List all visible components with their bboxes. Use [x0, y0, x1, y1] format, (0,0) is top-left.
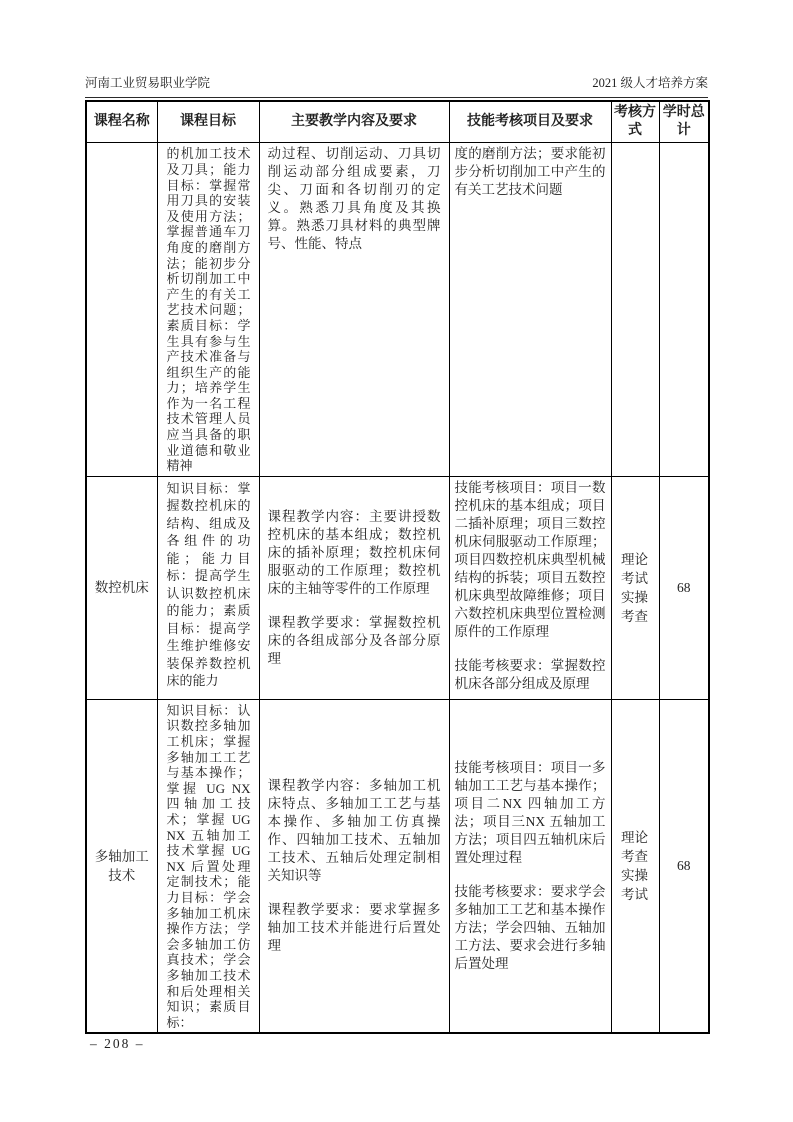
- cell-course-goal: 的机加工技术及刀具；能力目标：掌握常用刀具的安装及使用方法；掌握普通车刀角度的磨削方法；能初步分析切削加工中产生的有关工艺技术问题；素质目标：学生具有参与生产技术准备与组织生产的能力；培养学生作为一名工程技术管理人员应当具备的职业道德和敬业精神: [157, 143, 259, 476]
- teaching-requirement-text: 课程教学要求：掌握数控机床的各组成部分及各部分原理: [267, 614, 441, 666]
- cell-skill-assessment: 度的磨削方法；要求能初步分析切削加工中产生的有关工艺技术问题: [449, 143, 611, 476]
- header-teaching-content: 主要教学内容及要求: [259, 101, 449, 143]
- header-course-name: 课程名称: [86, 101, 157, 143]
- cell-course-goal: 知识目标：掌握数控机床的结构、组成及各组件的功能；能力目标：提高学生认识数控机床的能力；素质目标：提高学生维护维修安装保养数控机床的能力: [157, 476, 259, 699]
- cell-total-hours: 68: [659, 699, 709, 1033]
- table-header-row: [86, 101, 709, 143]
- skill-requirement-text: 技能考核要求：掌握数控机床各部分组成及原理: [454, 657, 606, 691]
- page-number: – 208 –: [90, 1036, 145, 1051]
- table-row: [86, 476, 709, 699]
- header-total-hours: 学时总计: [659, 101, 709, 143]
- cell-teaching-content: [259, 699, 449, 1033]
- cell-teaching-content: 动过程、切削运动、刀具切削运动部分组成要素，刀尖、刀面和各切削刃的定义。熟悉刀具角度及其换算。熟悉刀具材料的典型牌号、性能、特点: [259, 143, 449, 476]
- cell-teaching-content: [259, 476, 449, 699]
- cell-course-name: [86, 143, 157, 476]
- cell-exam-mode: 理论考试实操考查: [611, 476, 659, 699]
- cell-total-hours: [659, 143, 709, 476]
- cell-course-name: 数控机床: [86, 476, 157, 699]
- table-row: [86, 699, 709, 1033]
- teaching-content-text: 课程教学内容：多轴加工机床特点、多轴加工工艺与基本操作、多轴加工仿真操作、四轴加工技术、五轴加工技术、五轴后处理定制相关知识等: [267, 778, 441, 884]
- skill-items-text: 技能考核项目：项目一多轴加工工艺与基本操作；项目二NX 四轴加工方法；项目三NX 五轴加工方法；项目四五轴机床后置处理过程: [454, 760, 606, 866]
- cell-exam-mode: [611, 143, 659, 476]
- cell-total-hours: 68: [659, 476, 709, 699]
- header-exam-mode: 考核方式: [611, 101, 659, 143]
- skill-items-text: 技能考核项目：项目一数控机床的基本组成；项目二插补原理；项目三数控机床伺服驱动工作原理；项目四数控机床典型机械结构的拆装；项目五数控机床典型故障维修；项目六数控机床典型位置检测原件的工作原理: [454, 479, 606, 639]
- cell-course-name: 多轴加工技术: [86, 699, 157, 1033]
- cell-skill-assessment: [449, 476, 611, 699]
- program-name: 2021 级人才培养方案: [592, 76, 708, 90]
- page-header: [85, 73, 708, 98]
- table-row: [86, 143, 709, 476]
- header-skill-assessment: 技能考核项目及要求: [449, 101, 611, 143]
- cell-course-goal: 知识目标：认识数控多轴加工机床；掌握多轴加工工艺与基本操作；掌握 UG NX 四轴加工技术；掌握 UG NX 五轴加工技术掌握 UG NX 后置处理定制技术；能力目标：学会多轴加工机床操作方法；学会多轴加工仿真技术；学会多轴加工技术和后处理相关知识；素质目标：: [157, 699, 259, 1033]
- skill-requirement-text: 技能考核要求：要求学会多轴加工工艺和基本操作方法；学会四轴、五轴加工方法、要求会进行多轴后置处理: [454, 884, 606, 972]
- cell-skill-assessment: [449, 699, 611, 1033]
- course-table: [85, 100, 710, 1034]
- cell-exam-mode: 理论考查实操考试: [611, 699, 659, 1033]
- teaching-content-text: 课程教学内容：主要讲授数控机床的基本组成；数控机床的插补原理；数控机床伺服驱动的工作原理；数控机床的主轴等零件的工作原理: [267, 508, 441, 596]
- school-name: 河南工业贸易职业学院: [85, 76, 211, 90]
- teaching-requirement-text: 课程教学要求：要求掌握多轴加工技术并能进行后置处理: [267, 902, 441, 954]
- header-course-goal: 课程目标: [157, 101, 259, 143]
